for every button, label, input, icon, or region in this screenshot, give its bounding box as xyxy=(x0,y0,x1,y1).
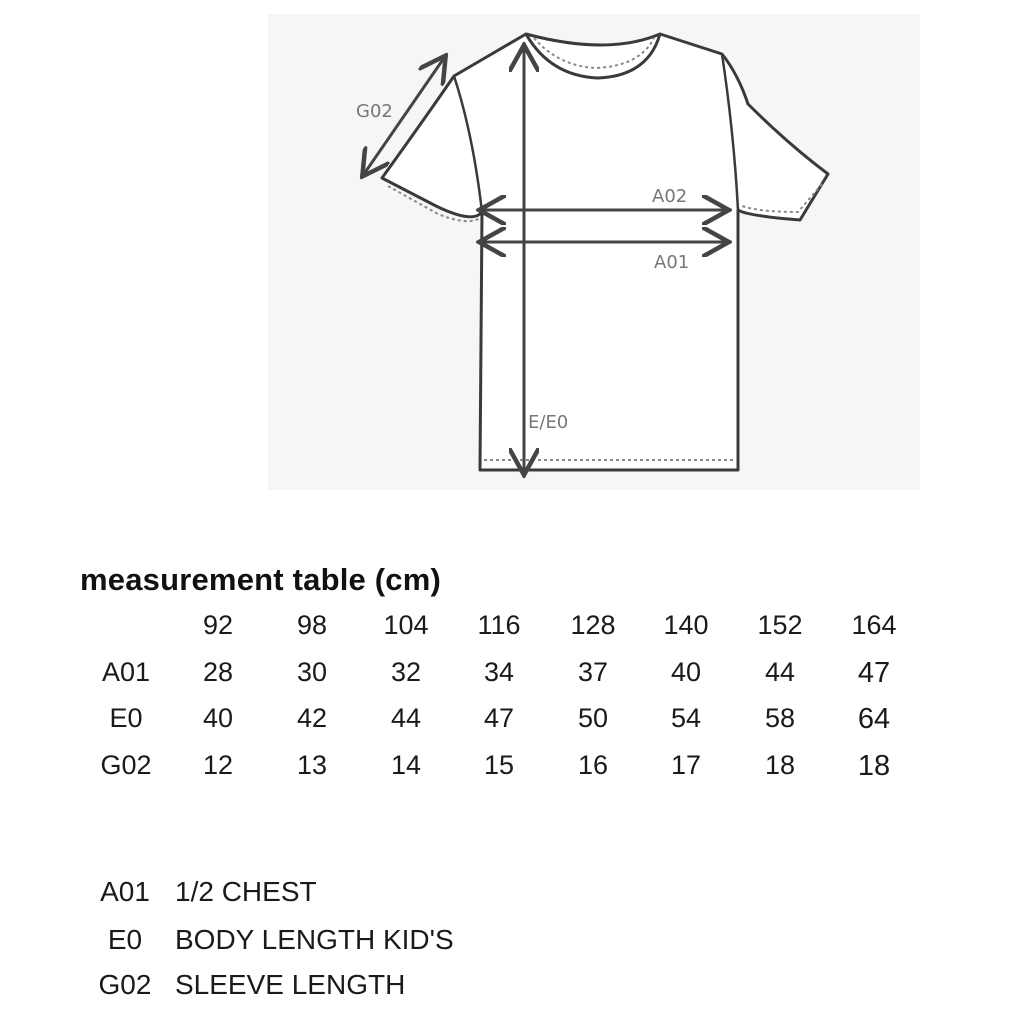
g02-label: G02 xyxy=(356,101,393,122)
table-cell: 58 xyxy=(764,703,796,733)
size-header-cell: 152 xyxy=(757,610,803,640)
measurement-table-title: measurement table (cm) xyxy=(80,562,442,597)
a02-label: A02 xyxy=(652,186,688,207)
tshirt-illustration xyxy=(268,14,920,490)
legend-text: 1/2 CHEST xyxy=(175,876,317,907)
size-header-cell: 128 xyxy=(570,610,616,640)
table-cell: 14 xyxy=(390,750,422,780)
table-cell: 12 xyxy=(202,750,234,780)
table-cell: 44 xyxy=(764,657,796,687)
table-cell: 54 xyxy=(670,703,702,733)
a01-label: A01 xyxy=(654,252,690,273)
legend-code: G02 xyxy=(98,969,152,1000)
table-cell: 34 xyxy=(483,657,515,687)
table-cell: 50 xyxy=(577,703,609,733)
table-cell: 42 xyxy=(296,703,328,733)
row-code: A01 xyxy=(101,657,151,687)
table-cell: 40 xyxy=(670,657,702,687)
legend-code: E0 xyxy=(107,924,143,955)
e-e0-label: E/E0 xyxy=(528,412,569,433)
table-cell: 40 xyxy=(202,703,234,733)
table-cell: 28 xyxy=(202,657,234,687)
size-header-cell: 92 xyxy=(202,610,234,640)
table-cell: 64 xyxy=(857,703,891,735)
size-header-cell: 116 xyxy=(477,610,521,640)
table-cell: 18 xyxy=(764,750,796,780)
tshirt-measurement-diagram xyxy=(268,14,920,490)
legend-text: BODY LENGTH KID'S xyxy=(175,924,454,955)
size-header-cell: 140 xyxy=(663,610,709,640)
size-header-cell: 164 xyxy=(851,610,897,640)
row-code: G02 xyxy=(100,750,152,780)
size-header-cell: 98 xyxy=(296,610,328,640)
legend-code: A01 xyxy=(100,876,150,907)
table-cell: 17 xyxy=(670,750,702,780)
table-cell: 13 xyxy=(296,750,328,780)
table-cell: 32 xyxy=(390,657,422,687)
table-cell: 18 xyxy=(857,750,891,782)
legend-text: SLEEVE LENGTH xyxy=(175,969,406,1000)
row-code: E0 xyxy=(109,703,143,733)
table-cell: 47 xyxy=(483,703,515,733)
table-cell: 30 xyxy=(296,657,328,687)
table-cell: 44 xyxy=(390,703,422,733)
table-cell: 37 xyxy=(577,657,609,687)
table-cell: 16 xyxy=(577,750,609,780)
table-cell: 15 xyxy=(483,750,515,780)
table-cell: 47 xyxy=(857,657,891,689)
size-header-cell: 104 xyxy=(383,610,429,640)
